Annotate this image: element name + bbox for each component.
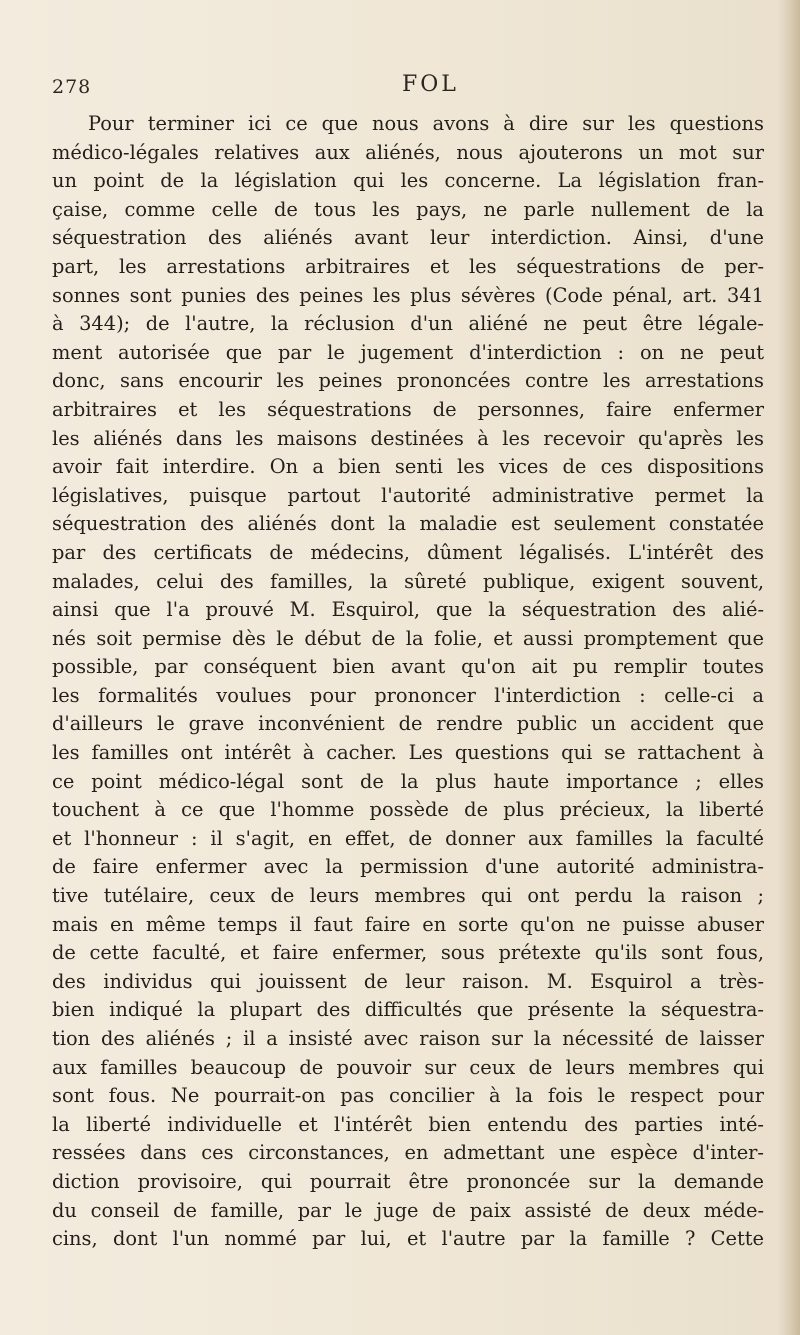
text-line: les formalités voulues pour prononcer l'interdiction : celle-ci a: [52, 683, 764, 707]
text-line: aux familles beaucoup de pouvoir sur ceux de leurs membres qui: [52, 1055, 764, 1079]
text-line: cins, dont l'un nommé par lui, et l'autre par la famille ? Cette: [52, 1227, 764, 1251]
text-line: avoir fait interdire. On a bien senti les vices de ces dispositions: [52, 455, 764, 479]
text-line: arbitraires et les séquestrations de personnes, faire enfermer: [52, 397, 764, 421]
text-line: possible, par conséquent bien avant qu'on ait pu remplir toutes: [52, 655, 764, 679]
text-line: de faire enfermer avec la permission d'une autorité administra-: [52, 855, 764, 879]
text-line: tive tutélaire, ceux de leurs membres qui ont perdu la raison ;: [52, 884, 764, 908]
text-line: tion des aliénés ; il a insisté avec raison sur la nécessité de laisser: [52, 1027, 764, 1050]
text-line: touchent à ce que l'homme possède de plus précieux, la liberté: [52, 798, 764, 822]
text-line: les familles ont intérêt à cacher. Les questions qui se rattachent à: [52, 741, 764, 765]
text-line: médico-légales relatives aux aliénés, nous ajouterons un mot sur: [52, 140, 764, 164]
text-line: séquestration des aliénés avant leur interdiction. Ainsi, d'une: [52, 226, 764, 250]
running-title: FOL: [402, 72, 459, 97]
page-number: 278: [52, 76, 92, 98]
running-head: [52, 58, 752, 98]
text-line: ce point médico-légal sont de la plus haute importance ; elles: [52, 769, 764, 793]
text-line: sont fous. Ne pourrait-on pas concilier à la fois le respect pour: [52, 1084, 764, 1108]
text-line: à 344); de l'autre, la réclusion d'un aliéné ne peut être légale-: [52, 312, 764, 336]
text-line: malades, celui des familles, la sûreté publique, exigent souvent,: [52, 569, 764, 593]
text-line: bien indiqué la plupart des difficultés que présente la séquestra-: [52, 998, 764, 1022]
text-line: des individus qui jouissent de leur raison. M. Esquirol a très-: [52, 969, 764, 993]
text-line: séquestration des aliénés dont la maladie est seulement constatée: [52, 512, 764, 536]
text-line: sonnes sont punies des peines les plus sévères (Code pénal, art. 341: [52, 283, 764, 307]
text-line: nés soit permise dès le début de la folie, et aussi promptement que: [52, 626, 764, 650]
text-line: Pour terminer ici ce que nous avons à dire sur les questions: [88, 112, 764, 135]
text-line: un point de la législation qui les concerne. La législation fran-: [52, 169, 764, 193]
text-line: mais en même temps il faut faire en sorte qu'on ne puisse abuser: [52, 912, 764, 936]
text-line: donc, sans encourir les peines prononcées contre les arrestations: [52, 369, 764, 393]
text-line: de cette faculté, et faire enfermer, sous prétexte qu'ils sont fous,: [52, 941, 764, 965]
text-line: du conseil de famille, par le juge de paix assisté de deux méde-: [52, 1198, 764, 1222]
text-line: ressées dans ces circonstances, en admettant une espèce d'inter-: [52, 1141, 764, 1165]
text-line: diction provisoire, qui pourrait être prononcée sur la demande: [52, 1169, 764, 1193]
text-line: législatives, puisque partout l'autorité administrative permet la: [52, 483, 764, 507]
text-line: part, les arrestations arbitraires et les séquestrations de per-: [52, 254, 764, 278]
text-line: çaise, comme celle de tous les pays, ne parle nullement de la: [52, 197, 764, 221]
text-line: la liberté individuelle et l'intérêt bien entendu des parties inté-: [52, 1112, 764, 1136]
text-line: ment autorisée que par le jugement d'interdiction : on ne peut: [52, 340, 764, 364]
text-line: et l'honneur : il s'agit, en effet, de donner aux familles la faculté: [52, 826, 764, 850]
body-text: [52, 110, 764, 1254]
page-edge-shadow: [778, 0, 800, 1335]
text-line: ainsi que l'a prouvé M. Esquirol, que la séquestration des alié-: [52, 598, 764, 622]
text-line: d'ailleurs le grave inconvénient de rendre public un accident que: [52, 712, 764, 736]
text-line: par des certificats de médecins, dûment légalisés. L'intérêt des: [52, 540, 764, 564]
text-line: les aliénés dans les maisons destinées à les recevoir qu'après les: [52, 426, 764, 450]
